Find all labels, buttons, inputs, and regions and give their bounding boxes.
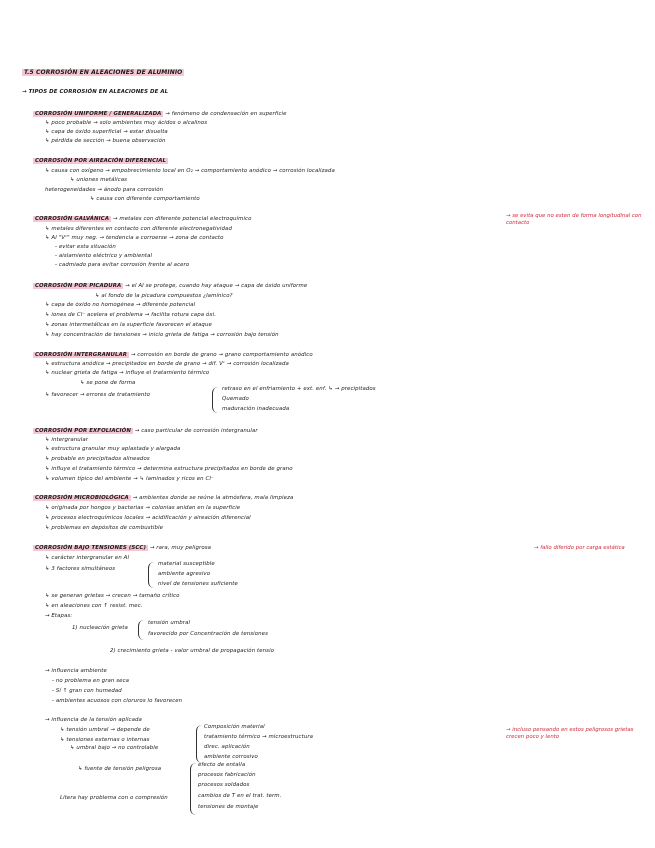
margin-note-scc: → fallo diferido por carga estática	[534, 545, 625, 551]
section-8-factor: ambiente agresivo	[158, 571, 211, 577]
section-2-heading: CORROSIÓN POR AIREACIÓN DIFERENCIAL	[35, 158, 167, 164]
section-4-line: ↳ capa de óxido no homogénea → diferente potencial	[45, 302, 196, 308]
brace	[138, 620, 145, 640]
section-5-line: ↳ se pone de forma	[80, 380, 136, 386]
section-5-line: ↳ nuclear grieta de fatiga → influye el tratamiento térmico	[45, 370, 210, 376]
section-8-source: tensiones de montaje	[198, 804, 259, 810]
section-1-line: ↳ poco probable → solo ambientes muy ácidos o alcalinos	[45, 120, 208, 126]
margin-note-galvanic: → se evita que no esten de forma longitudinal con contacto	[506, 213, 642, 226]
section-7-heading: CORROSIÓN MICROBIOLÓGICA → ambientes donde se reúne la atmósfera, mala limpieza	[35, 495, 294, 501]
section-3-line: - evitar esta situación	[55, 244, 116, 250]
brace	[196, 725, 203, 763]
section-5-line: ↳ favorecer → errores de tratamiento	[45, 392, 150, 398]
section-8-source: procesos soldados	[198, 782, 250, 788]
section-4-line: ↳ hay concentración de tensiones → inicio grieta de fatiga → corrosión bajo tensión	[45, 332, 279, 338]
section-8-stage-detail: favorecido por Concentración de tensiones	[148, 631, 269, 637]
section-1-heading: CORROSIÓN UNIFORME / GENERALIZADA → fenómeno de condensación en superficie	[35, 111, 287, 117]
section-3-line: ↳ Al "Vᶜ" muy neg. → tendencia a corroerse → zona de contacto	[45, 235, 224, 241]
section-6-line: ↳ estructura granular muy aplastada y alargada	[45, 446, 181, 452]
section-8-line: → influencia de la tensión aplicada	[45, 717, 142, 723]
section-3-heading: CORROSIÓN GALVÁNICA → metales con diferente potencial electroquímico	[35, 216, 252, 222]
section-8-line: ↳ tensiones externas o internas	[60, 737, 150, 743]
brace	[190, 763, 197, 815]
section-6-line: ↳ intergranular	[45, 437, 89, 443]
section-6-line: ↳ influye el tratamiento térmico → determina estructura precipitados en borde de grano	[45, 466, 293, 472]
section-5-branch: maduración inadecuada	[222, 406, 290, 412]
section-8-source: procesos fabricación	[198, 772, 256, 778]
section-3-line: - cadmiado para evitar corrosión frente al acero	[55, 262, 190, 268]
section-7-line: ↳ problemas en depósitos de combustible	[45, 525, 163, 531]
section-2-line: heterogeneidades → ánodo para corrosión	[45, 187, 164, 193]
section-8-line: ↳ 3 factores simultáneos	[45, 566, 116, 572]
section-4-line: ↳ al fondo de la picadura compuestos ¿lamínico?	[95, 293, 233, 299]
section-8-stage-detail: tensión umbral	[148, 620, 191, 626]
section-8-source: cambios de T en el trat. term.	[198, 793, 282, 799]
section-8-line: - Sí ↑ gran con humedad	[52, 688, 122, 694]
section-8-line: ↳ se generan grietas → crecen → tamaño crítico	[45, 593, 180, 599]
section-2-line: ↳ uniones metálicas	[70, 177, 128, 183]
section-5-line: ↳ estructura anódica → precipitados en borde de grano → dif. Vᶜ → corrosión localizada	[45, 361, 289, 367]
section-8-line: Litera hay problema con o compresión	[60, 795, 168, 801]
section-4-heading: CORROSIÓN POR PICADURA → el Al se protege, cuando hay ataque → capa de óxido uniforme	[35, 283, 308, 289]
section-8-cause: Composición material	[204, 724, 265, 730]
section-7-line: ↳ originada por hongos y bacterias → colonias anidan en la superficie	[45, 505, 241, 511]
section-8-cause: direc. aplicación	[204, 744, 250, 750]
section-5-heading: CORROSIÓN INTERGRANULAR → corrosión en borde de grano → grano comportamiento anódico	[35, 352, 313, 358]
section-7-line: ↳ procesos electroquímicos locales → acidificación y aireación diferencial	[45, 515, 251, 521]
section-1-line: ↳ capa de óxido superficial → estar disuelta	[45, 129, 168, 135]
document-title: T.5 CORROSIÓN EN ALEACIONES DE ALUMINIO	[24, 69, 183, 76]
section-8-cause: ambiente corrosivo	[204, 754, 258, 760]
section-3-line: ↳ metales diferentes en contacto con diferente electronegatividad	[45, 226, 232, 232]
section-8-line: ↳ fuente de tensión peligrosa	[78, 766, 162, 772]
section-8-line: ↳ carácter intergranular en Al	[45, 555, 130, 561]
section-4-line: ↳ zonas intermetálicas en la superficie favorecen el ataque	[45, 322, 212, 328]
section-2-line: ↳ causa con diferente comportamiento	[90, 196, 200, 202]
brace	[148, 562, 155, 588]
section-8-stage: 1) nucleación grieta	[72, 625, 128, 631]
section-8-line: ↳ en aleaciones con ↑ resist. mec.	[45, 603, 143, 609]
section-8-line: → Etapas:	[45, 613, 73, 619]
section-8-heading: CORROSIÓN BAJO TENSIONES (SCC) → rara, muy peligrosa	[35, 545, 212, 551]
margin-note-tension: → incluso pensando en estos peligrosos grietas crecen poco y lento	[506, 727, 634, 740]
brace	[212, 387, 219, 413]
section-8-line: - ambientes acuosos con cloruros lo favorecen	[52, 698, 183, 704]
section-8-line: ↳ umbral bajo → no controlable	[70, 745, 159, 751]
section-1-line: ↳ pérdida de sección → buena observación	[45, 138, 166, 144]
section-6-line: ↳ probable en precipitados alineados	[45, 456, 150, 462]
section-5-branch: retraso en el enfriamiento + ext. enf. ↳ → precipitados	[222, 386, 376, 392]
section-2-line: ↳ causa con oxígeno → empobrecimiento local en O₂ → comportamiento anódico → corrosión localizada	[45, 168, 335, 174]
section-8-line: → influencia ambiente	[45, 668, 107, 674]
section-5-branch: Quemado	[222, 396, 249, 402]
document-subtitle: → TIPOS DE CORROSIÓN EN ALEACIONES DE AL	[22, 89, 169, 95]
section-4-line: ↳ iones de Cl⁻ acelera el problema → facilita rotura capa óxi.	[45, 312, 217, 318]
section-8-cause: tratamiento térmico → microestructura	[204, 734, 314, 740]
section-8-factor: nivel de tensiones suficiente	[158, 581, 238, 587]
section-6-line: ↳ volumen típico del ambiente → ↳ laminados y ricos en Cl⁻	[45, 476, 214, 482]
section-3-line: - aislamiento eléctrico y ambiental	[55, 253, 153, 259]
section-8-source: efecto de entalla	[198, 762, 246, 768]
section-8-line: ↳ tensión umbral → depende de	[60, 727, 150, 733]
section-8-factor: material susceptible	[158, 561, 215, 567]
section-6-heading: CORROSIÓN POR EXFOLIACIÓN → caso particular de corrosión intergranular	[35, 428, 258, 434]
section-8-stage: 2) crecimiento grieta - valor umbral de propagación tensio	[110, 648, 275, 654]
section-8-line: - no problema en gran seca	[52, 678, 130, 684]
